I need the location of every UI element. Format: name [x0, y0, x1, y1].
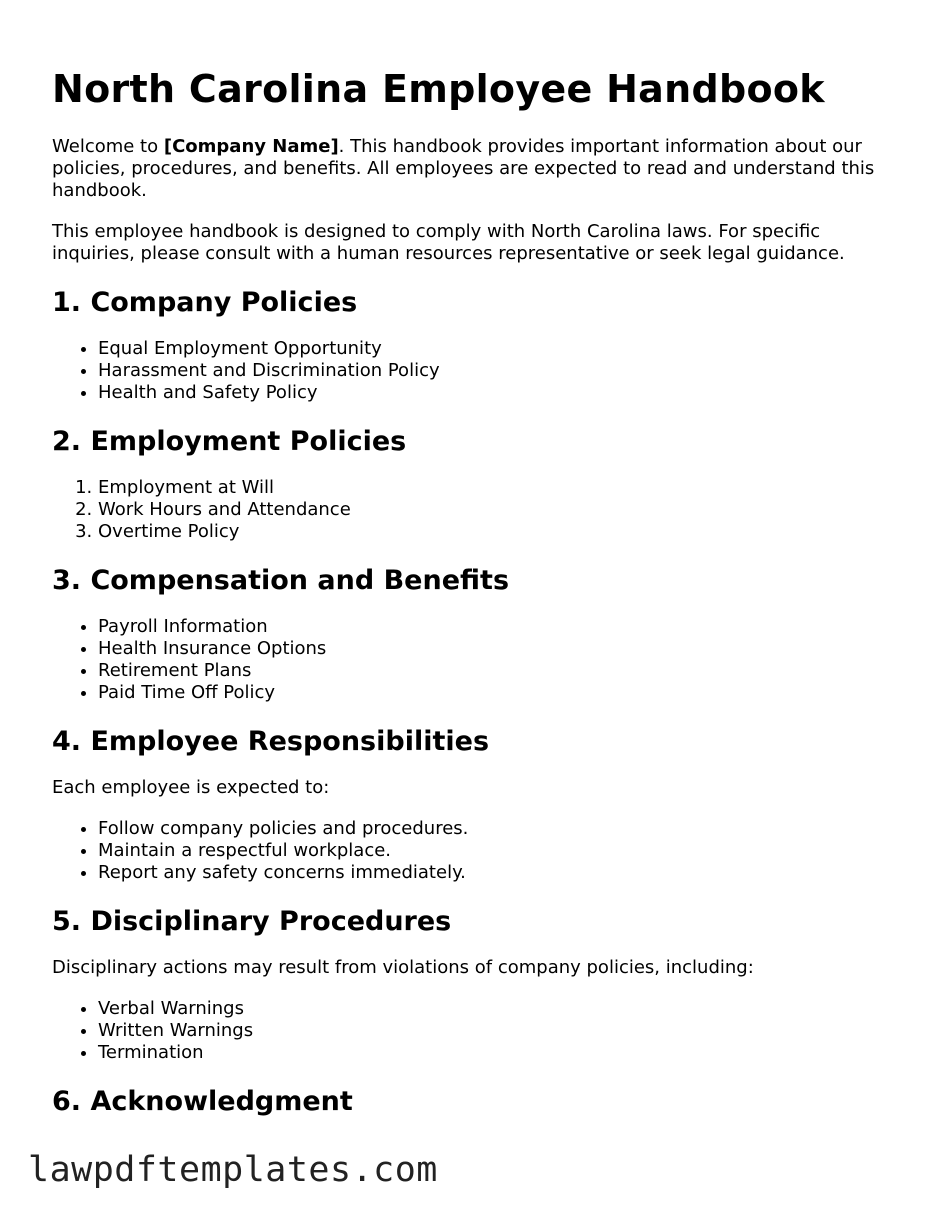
list-item: • Payroll Information [98, 616, 892, 638]
list-item: • Retirement Plans [98, 660, 892, 682]
intro-welcome-paragraph [52, 136, 892, 202]
intro-compliance-paragraph: This employee handbook is designed to comply with North Carolina laws. For specific inquiries, please consult with a human resources representative or seek legal guidance. [52, 221, 845, 264]
disciplinary-lead-text: Disciplinary actions may result from violations of company policies, including: [52, 957, 754, 978]
list-item: 2. Work Hours and Attendance [98, 499, 892, 521]
list-item: • Harassment and Discrimination Policy [98, 360, 892, 382]
watermark-text: lawpdftemplates.com [28, 1150, 438, 1190]
list-item: • Verbal Warnings [98, 998, 892, 1020]
list-item: 3. Overtime Policy [98, 521, 892, 543]
welcome-suffix: . This handbook provides important information about our policies, procedures, and benefits. All employees are expected to read and understand this handbook. [52, 136, 875, 201]
list-item: 1. Employment at Will [98, 477, 892, 499]
responsibilities-list [52, 818, 892, 884]
company-name-placeholder: [Company Name] [163, 136, 339, 157]
list-item: • Health and Safety Policy [98, 382, 892, 404]
list-item: • Follow company policies and procedures. [98, 818, 892, 840]
employment-policies-list [52, 477, 892, 543]
section-heading-employee-responsibilities: 4. Employee Responsibilities [52, 726, 490, 757]
company-policies-list [52, 338, 892, 404]
section-heading-compensation-benefits: 3. Compensation and Benefits [52, 565, 510, 596]
section-heading-disciplinary-procedures: 5. Disciplinary Procedures [52, 906, 452, 937]
compensation-benefits-list [52, 616, 892, 704]
list-item: • Equal Employment Opportunity [98, 338, 892, 360]
responsibilities-lead-text: Each employee is expected to: [52, 777, 330, 798]
list-item: • Health Insurance Options [98, 638, 892, 660]
section-heading-company-policies: 1. Company Policies [52, 287, 358, 318]
section-heading-employment-policies: 2. Employment Policies [52, 426, 407, 457]
disciplinary-list [52, 998, 892, 1064]
list-item: • Written Warnings [98, 1020, 892, 1042]
list-item: • Termination [98, 1042, 892, 1064]
list-item: • Report any safety concerns immediately. [98, 862, 892, 884]
document-title: North Carolina Employee Handbook [52, 67, 825, 111]
section-heading-acknowledgment: 6. Acknowledgment [52, 1086, 353, 1117]
list-item: • Maintain a respectful workplace. [98, 840, 892, 862]
welcome-prefix: Welcome to [52, 136, 164, 157]
handbook-page [52, 0, 892, 1119]
list-item: • Paid Time Off Policy [98, 682, 892, 704]
